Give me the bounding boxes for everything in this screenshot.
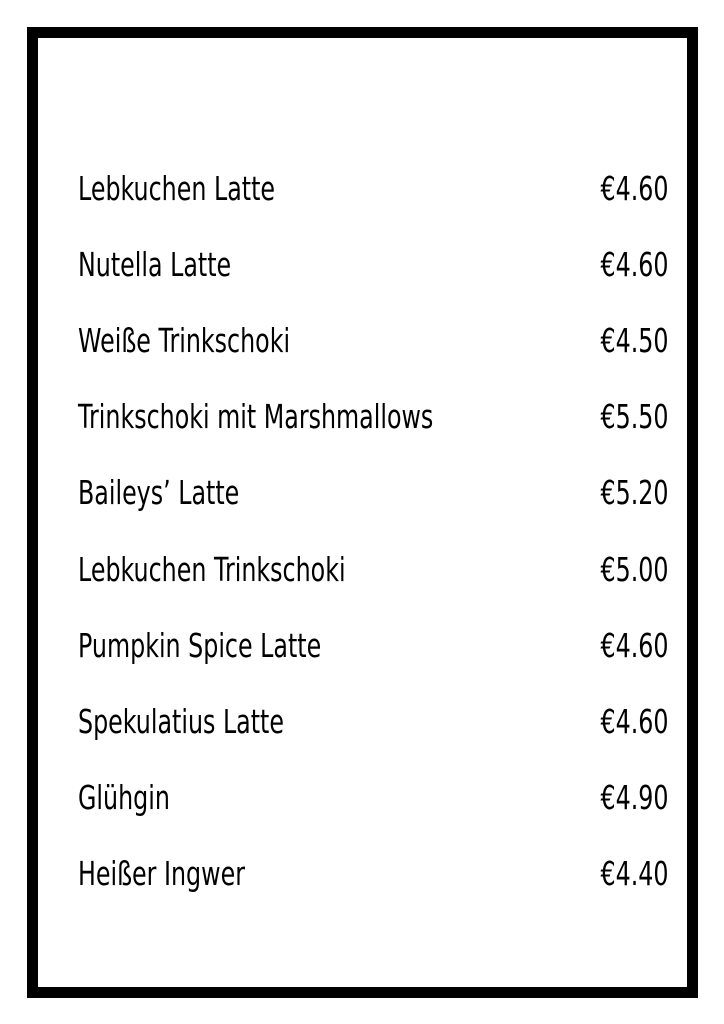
menu-item (78, 455, 668, 531)
menu-list (78, 150, 668, 912)
menu-item (78, 607, 668, 683)
menu-item (78, 150, 668, 226)
menu-item-price: €4.50 (599, 320, 668, 360)
menu-item (78, 302, 668, 378)
menu-item-name: Pumpkin Spice Latte (78, 625, 322, 665)
menu-item-price: €5.00 (599, 549, 668, 589)
menu-item-name: Glühgin (78, 778, 170, 818)
menu-item-price: €4.60 (599, 701, 668, 741)
menu-card-frame (27, 27, 698, 998)
menu-item (78, 760, 668, 836)
menu-item-price: €4.60 (599, 168, 668, 208)
menu-item-price: €4.60 (599, 244, 668, 284)
menu-item-name: Nutella Latte (78, 244, 232, 284)
menu-item-name: Weiße Trinkschoki (78, 320, 291, 360)
menu-item (78, 226, 668, 302)
menu-item-name: Heißer Ingwer (78, 854, 245, 894)
menu-item (78, 379, 668, 455)
menu-item-price: €4.40 (599, 854, 668, 894)
menu-item-price: €5.20 (599, 473, 668, 513)
menu-item-name: Lebkuchen Latte (78, 168, 276, 208)
menu-item (78, 683, 668, 759)
menu-item-name: Baileys’ Latte (78, 473, 240, 513)
menu-item-price: €4.60 (599, 625, 668, 665)
menu-item-price: €5.50 (599, 397, 668, 437)
menu-item-price: €4.90 (599, 778, 668, 818)
menu-item-name: Spekulatius Latte (78, 701, 284, 741)
menu-item (78, 531, 668, 607)
menu-item-name: Lebkuchen Trinkschoki (78, 549, 346, 589)
menu-item (78, 836, 668, 912)
menu-item-name: Trinkschoki mit Marshmallows (78, 397, 434, 437)
